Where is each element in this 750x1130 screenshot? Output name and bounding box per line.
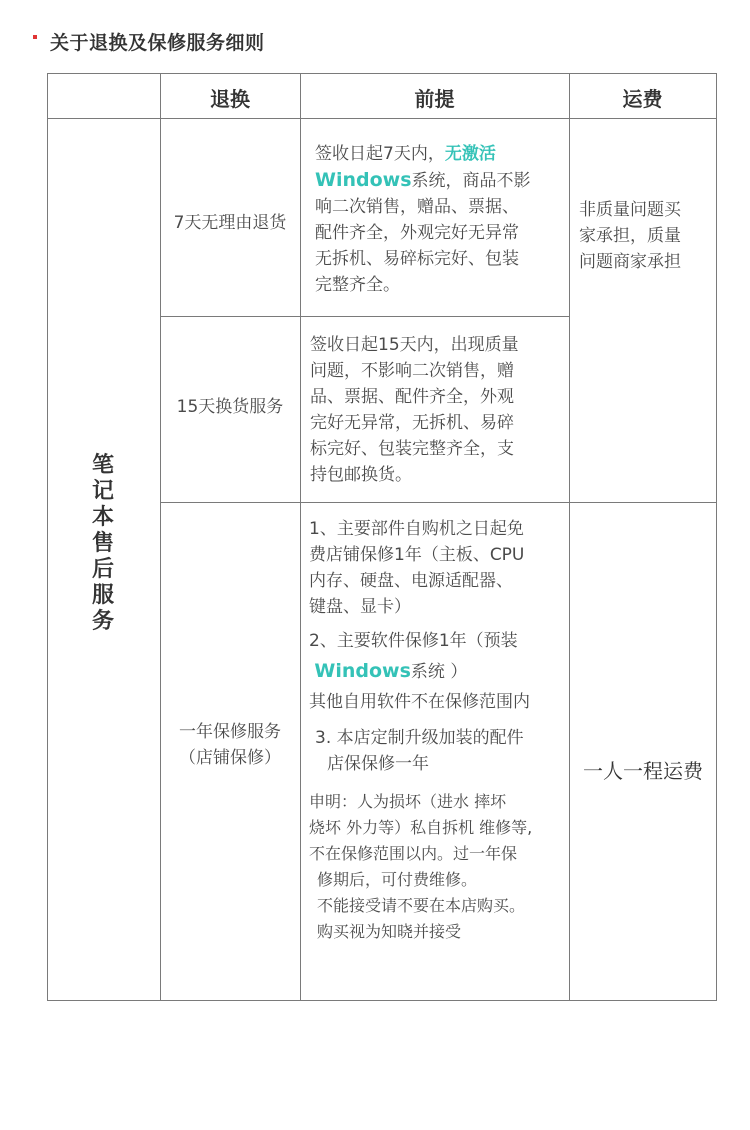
title-bullet xyxy=(33,35,37,39)
row-divider-1 xyxy=(160,316,570,317)
type-label-line: （店铺保修） xyxy=(179,748,281,768)
page-title: 关于退换及保修服务细则 xyxy=(50,32,265,54)
condition-line xyxy=(309,658,567,685)
condition-line: 响二次销售，赠品、票据、 xyxy=(315,197,519,217)
service-table xyxy=(47,73,717,1001)
col-divider-3 xyxy=(569,73,570,1001)
header-shipping: 运费 xyxy=(622,87,663,111)
condition-line xyxy=(315,141,567,167)
condition-line: 问题，不影响二次销售，赠 xyxy=(310,361,514,381)
highlight-windows: Windows xyxy=(315,169,412,191)
shipping-line: 非质量问题买 xyxy=(579,200,681,220)
table-border-right xyxy=(716,73,717,1001)
col-divider-2 xyxy=(300,73,301,1001)
condition-line: 1、主要部件自购机之日起免 xyxy=(309,519,524,539)
type-label-line: 一年保修服务 xyxy=(179,722,281,742)
shipping-return-exchange xyxy=(579,197,713,275)
condition-line: 店保保修一年 xyxy=(327,754,429,774)
condition-line: 烧坏 外力等）私自拆机 维修等, xyxy=(309,818,533,837)
shipping-line: 问题商家承担 xyxy=(579,252,681,272)
condition-line: 申明：人为损坏（进水 摔坏 xyxy=(309,792,507,811)
condition-line: 键盘、显卡） xyxy=(309,597,411,617)
header-return-exchange: 退换 xyxy=(210,87,250,111)
highlight-windows: Windows xyxy=(314,660,411,682)
condition-text: 签收日起7天内， xyxy=(315,144,445,164)
header-precondition: 前提 xyxy=(414,87,455,111)
condition-line: 购买视为知晓并接受 xyxy=(317,922,462,941)
table-border-bottom xyxy=(47,1000,717,1001)
condition-line: 持包邮换货。 xyxy=(310,465,412,485)
condition-line: 其他自用软件不在保修范围内 xyxy=(309,692,530,712)
condition-line: 品、票据、配件齐全，外观 xyxy=(310,387,514,407)
condition-line: 不在保修范围以内。过一年保 xyxy=(309,844,518,863)
condition-line xyxy=(315,167,567,194)
table-border-left xyxy=(47,73,48,1001)
condition-15day-exchange xyxy=(310,332,566,488)
side-label-laptop-service: 笔记本售后服务 xyxy=(91,453,114,634)
condition-line: 签收日起15天内，出现质量 xyxy=(310,335,519,355)
type-15day-exchange: 15天换货服务 xyxy=(176,397,284,417)
condition-text: 系统，商品不影 xyxy=(411,171,531,191)
condition-line: 标完好、包装完整齐全，支 xyxy=(310,439,514,459)
condition-7day-return xyxy=(315,141,567,298)
condition-line: 内存、硬盘、电源适配器、 xyxy=(309,571,513,591)
spacer xyxy=(309,777,567,789)
header-divider xyxy=(47,118,717,119)
condition-line: 不能接受请不要在本店购买。 xyxy=(317,896,526,915)
condition-line: 3. 本店定制升级加装的配件 xyxy=(315,728,524,748)
condition-text: 系统 ） xyxy=(410,662,468,682)
highlight-no-activation: 无激活 xyxy=(444,144,496,164)
condition-line: 完整齐全。 xyxy=(315,275,400,295)
condition-line: 配件齐全，外观完好无异常 xyxy=(315,223,519,243)
condition-line: 完好无异常，无拆机、易碎 xyxy=(310,413,514,433)
spacer xyxy=(309,715,567,725)
shipping-line: 家承担，质量 xyxy=(579,226,681,246)
table-border-top xyxy=(47,73,717,74)
condition-line: 修期后，可付费维修。 xyxy=(317,870,478,889)
row-divider-2 xyxy=(160,502,717,503)
type-1year-warranty xyxy=(160,719,300,771)
condition-line: 无拆机、易碎标完好、包装 xyxy=(315,249,519,269)
condition-line: 费店铺保修1年（主板、CPU xyxy=(309,545,525,565)
spacer xyxy=(309,620,567,628)
condition-line: 2、主要软件保修1年（预装 xyxy=(309,631,518,651)
condition-1year-warranty xyxy=(309,516,567,945)
shipping-warranty: 一人一程运费 xyxy=(583,759,703,783)
type-7day-return: 7天无理由退货 xyxy=(173,213,287,233)
